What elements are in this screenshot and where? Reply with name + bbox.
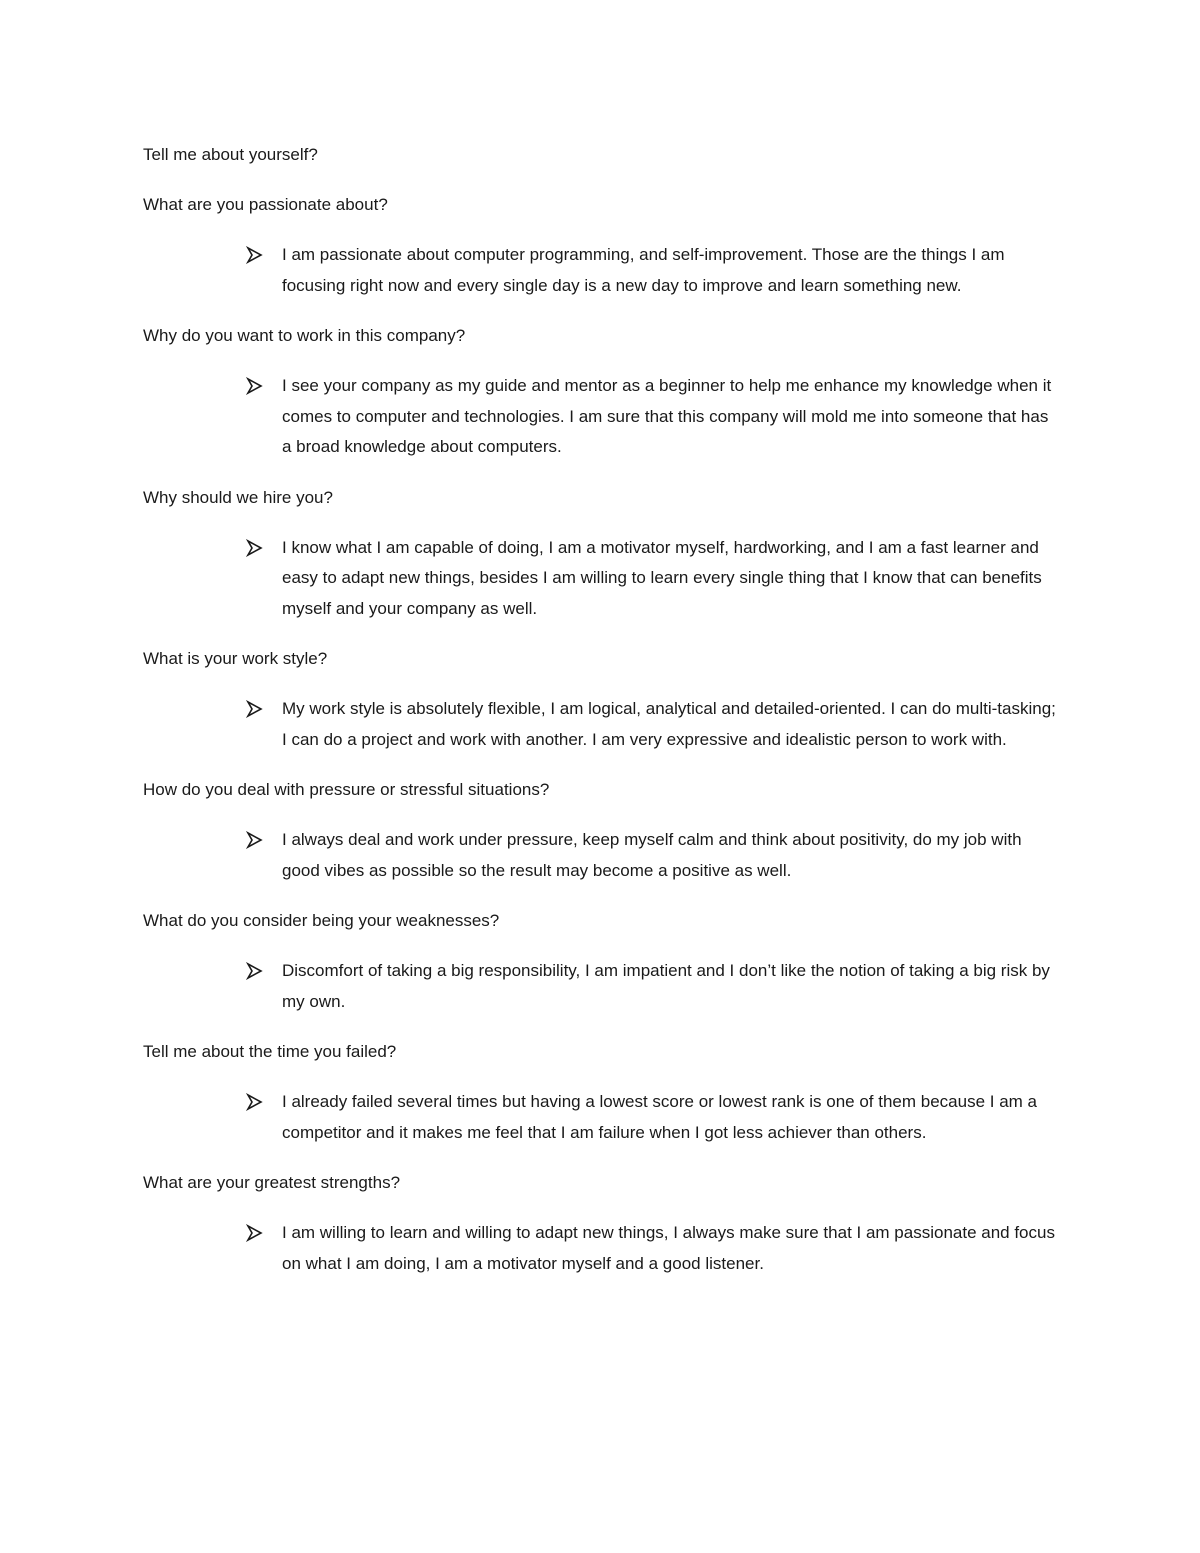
arrow-bullet-icon <box>246 694 266 724</box>
arrow-bullet-icon <box>246 240 266 270</box>
answer-passionate <box>143 240 1062 301</box>
answer-weaknesses <box>143 956 1062 1017</box>
answer-why-company <box>143 371 1062 463</box>
answer-text: My work style is absolutely flexible, I am logical, analytical and detailed-oriented. I can do multi-tasking; I can do a project and work with another. I am very expressive and idealistic person to work with. <box>282 699 1056 749</box>
answer-strengths <box>143 1218 1062 1279</box>
arrow-bullet-icon <box>246 1087 266 1117</box>
document-content <box>143 140 1073 1299</box>
answer-work-style <box>143 694 1062 755</box>
answer-text: I know what I am capable of doing, I am a motivator myself, hardworking, and I am a fast learner and easy to adapt new things, besides I am willing to learn every single thing that I know that can benefits myself and your company as well. <box>282 537 1042 618</box>
arrow-bullet-icon <box>246 371 266 401</box>
question-passionate: What are you passionate about? <box>143 195 388 214</box>
arrow-bullet-icon <box>246 533 266 563</box>
answer-text: I already failed several times but having a lowest score or lowest rank is one of them because I am a competitor and it makes me feel that I am failure when I got less achiever than others. <box>282 1092 1037 1142</box>
answer-why-hire <box>143 533 1062 625</box>
question-work-style: What is your work style? <box>143 649 328 668</box>
arrow-bullet-icon <box>246 1218 266 1248</box>
answer-text: I always deal and work under pressure, keep myself calm and think about positivity, do my job with good vibes as possible so the result may become a positive as well. <box>282 830 1022 880</box>
answer-text: I see your company as my guide and mentor as a beginner to help me enhance my knowledge when it comes to computer and technologies. I am sure that this company will mold me into someone that has a broad knowledge about computers. <box>282 376 1052 456</box>
question-why-hire: Why should we hire you? <box>143 487 333 507</box>
question-weaknesses: What do you consider being your weaknesses? <box>143 911 500 930</box>
answer-pressure <box>143 825 1062 886</box>
answer-text: I am passionate about computer programming, and self-improvement. Those are the things I am focusing right now and every single day is a new day to improve and learn something new. <box>282 245 1005 295</box>
arrow-bullet-icon <box>246 956 266 986</box>
answer-failed <box>143 1087 1062 1148</box>
intro-question: Tell me about yourself? <box>143 145 318 164</box>
arrow-bullet-icon <box>246 825 266 855</box>
answer-text: Discomfort of taking a big responsibility, I am impatient and I don’t like the notion of taking a big risk by my own. <box>282 961 1050 1011</box>
question-pressure: How do you deal with pressure or stressful situations? <box>143 780 550 799</box>
question-strengths: What are your greatest strengths? <box>143 1173 401 1192</box>
question-why-company: Why do you want to work in this company? <box>143 326 466 345</box>
answer-text: I am willing to learn and willing to adapt new things, I always make sure that I am passionate and focus on what I am doing, I am a motivator myself and a good listener. <box>282 1223 1055 1273</box>
question-failed: Tell me about the time you failed? <box>143 1042 397 1061</box>
